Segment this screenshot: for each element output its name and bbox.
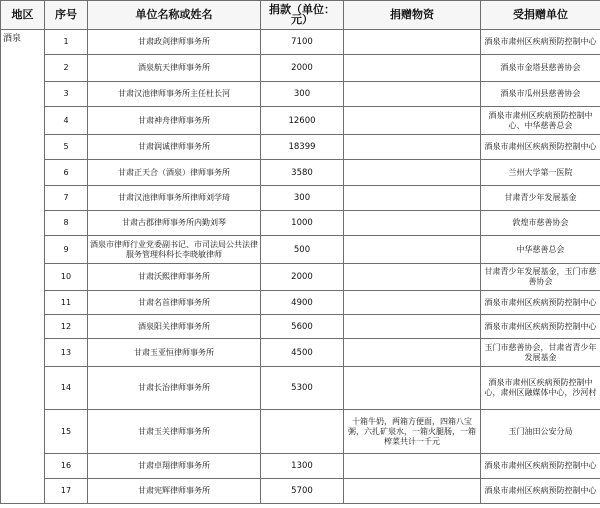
- items-cell: [344, 82, 481, 107]
- name-cell: 甘肃宪辉律师事务所: [88, 479, 261, 504]
- name-cell: 甘肃神舟律师事务所: [88, 107, 261, 135]
- seq-cell: 8: [45, 211, 88, 236]
- name-cell: 酒泉航天律师事务所: [88, 55, 261, 82]
- recipient-cell: 酒泉市肃州区疾病预防控制中心，肃州区融媒体中心，沙河村: [481, 367, 600, 410]
- amount-cell: 2000: [261, 55, 344, 82]
- amount-cell: 7100: [261, 30, 344, 55]
- amount-cell: 5300: [261, 367, 344, 410]
- name-cell: 甘肃汉池律师事务所主任杜长河: [88, 82, 261, 107]
- table-row: [1, 367, 600, 410]
- amount-cell: 300: [261, 186, 344, 211]
- seq-cell: 15: [45, 410, 88, 454]
- seq-cell: 5: [45, 135, 88, 160]
- seq-cell: 10: [45, 264, 88, 291]
- seq-cell: 17: [45, 479, 88, 504]
- amount-cell: 4500: [261, 339, 344, 367]
- amount-cell: 3580: [261, 160, 344, 186]
- table-row: [1, 55, 600, 82]
- recipient-cell: 玉门市慈善协会，甘肃省青少年发展基金: [481, 339, 600, 367]
- name-cell: 甘肃名首律师事务所: [88, 291, 261, 315]
- recipient-cell: 酒泉市金塔县慈善协会: [481, 55, 600, 82]
- items-cell: [344, 135, 481, 160]
- items-cell: [344, 30, 481, 55]
- table-row: [1, 236, 600, 264]
- seq-cell: 3: [45, 82, 88, 107]
- table-row: [1, 454, 600, 479]
- items-cell: [344, 160, 481, 186]
- table-row: [1, 264, 600, 291]
- seq-cell: 14: [45, 367, 88, 410]
- name-cell: 甘肃汉池律师事务所律师刘学琦: [88, 186, 261, 211]
- items-cell: [344, 339, 481, 367]
- items-cell: [344, 236, 481, 264]
- table-row: [1, 186, 600, 211]
- seq-cell: 6: [45, 160, 88, 186]
- amount-cell: 5600: [261, 315, 344, 339]
- items-cell: [344, 291, 481, 315]
- name-cell: 甘肃长治律师事务所: [88, 367, 261, 410]
- header-items: 捐赠物资: [344, 1, 481, 30]
- seq-cell: 1: [45, 30, 88, 55]
- header-recipient: 受捐赠单位: [481, 1, 600, 30]
- name-cell: 甘肃润诚律师事务所: [88, 135, 261, 160]
- header-row: [1, 1, 600, 30]
- items-cell: [344, 367, 481, 410]
- seq-cell: 2: [45, 55, 88, 82]
- items-cell: [344, 211, 481, 236]
- recipient-cell: 酒泉市肃州区疾病预防控制中心: [481, 291, 600, 315]
- recipient-cell: 酒泉市肃州区疾病预防控制中心: [481, 479, 600, 504]
- table-row: [1, 160, 600, 186]
- amount-cell: 12600: [261, 107, 344, 135]
- table-row: [1, 339, 600, 367]
- recipient-cell: 敦煌市慈善协会: [481, 211, 600, 236]
- amount-cell: 18399: [261, 135, 344, 160]
- name-cell: 甘肃正天合（酒泉）律师事务所: [88, 160, 261, 186]
- header-name: 单位名称或姓名: [88, 1, 261, 30]
- recipient-cell: 酒泉市肃州区疾病预防控制中心: [481, 315, 600, 339]
- table-row: [1, 107, 600, 135]
- name-cell: 甘肃卓翔律师事务所: [88, 454, 261, 479]
- amount-cell: 2000: [261, 264, 344, 291]
- header-amount: 捐款（单位：元）: [261, 1, 344, 30]
- items-cell: [344, 315, 481, 339]
- name-cell: 甘肃古郡律师事务所内勤刘琴: [88, 211, 261, 236]
- recipient-cell: 酒泉市肃州区疾病预防控制中心: [481, 454, 600, 479]
- table-row: [1, 82, 600, 107]
- region-cell: 酒泉: [1, 30, 45, 504]
- recipient-cell: 酒泉市瓜州县慈善协会: [481, 82, 600, 107]
- recipient-cell: 酒泉市肃州区疾病预防控制中心: [481, 30, 600, 55]
- table-row: [1, 30, 600, 55]
- name-cell: 甘肃玉关律师事务所: [88, 410, 261, 454]
- name-cell: 甘肃沃熙律师事务所: [88, 264, 261, 291]
- amount-cell: 300: [261, 82, 344, 107]
- name-cell: 甘肃玉亚恒律师事务所: [88, 339, 261, 367]
- header-region: 地区: [1, 1, 45, 30]
- table-row: [1, 315, 600, 339]
- items-cell: [344, 479, 481, 504]
- seq-cell: 4: [45, 107, 88, 135]
- items-cell: [344, 107, 481, 135]
- table-row: [1, 291, 600, 315]
- table-row: [1, 211, 600, 236]
- recipient-cell: 甘肃青少年发展基金: [481, 186, 600, 211]
- recipient-cell: 酒泉市肃州区疾病预防控制中心、中华慈善总会: [481, 107, 600, 135]
- amount-cell: [261, 410, 344, 454]
- seq-cell: 11: [45, 291, 88, 315]
- items-cell: [344, 55, 481, 82]
- name-cell: 甘肃政剑律师事务所: [88, 30, 261, 55]
- recipient-cell: 甘肃青少年发展基金，玉门市慈善协会: [481, 264, 600, 291]
- items-cell: [344, 454, 481, 479]
- amount-cell: 4900: [261, 291, 344, 315]
- table-row: [1, 135, 600, 160]
- seq-cell: 13: [45, 339, 88, 367]
- seq-cell: 16: [45, 454, 88, 479]
- name-cell: 酒泉阳关律师事务所: [88, 315, 261, 339]
- header-seq: 序号: [45, 1, 88, 30]
- table-row: [1, 479, 600, 504]
- recipient-cell: 酒泉市肃州区疾病预防控制中心: [481, 135, 600, 160]
- recipient-cell: 玉门油田公安分局: [481, 410, 600, 454]
- amount-cell: 500: [261, 236, 344, 264]
- seq-cell: 7: [45, 186, 88, 211]
- items-cell: [344, 186, 481, 211]
- recipient-cell: 中华慈善总会: [481, 236, 600, 264]
- seq-cell: 12: [45, 315, 88, 339]
- items-cell: 十箱牛奶，两箱方便面，四箱八宝粥，六扎矿泉水，一箱火腿肠，一箱榨菜共计一千元: [344, 410, 481, 454]
- name-cell: 酒泉市律师行业党委副书记、市司法局公共法律服务管理科科长李晓敏律师: [88, 236, 261, 264]
- seq-cell: 9: [45, 236, 88, 264]
- amount-cell: 1300: [261, 454, 344, 479]
- amount-cell: 1000: [261, 211, 344, 236]
- items-cell: [344, 264, 481, 291]
- recipient-cell: 兰州大学第一医院: [481, 160, 600, 186]
- table-row: [1, 410, 600, 454]
- amount-cell: 5700: [261, 479, 344, 504]
